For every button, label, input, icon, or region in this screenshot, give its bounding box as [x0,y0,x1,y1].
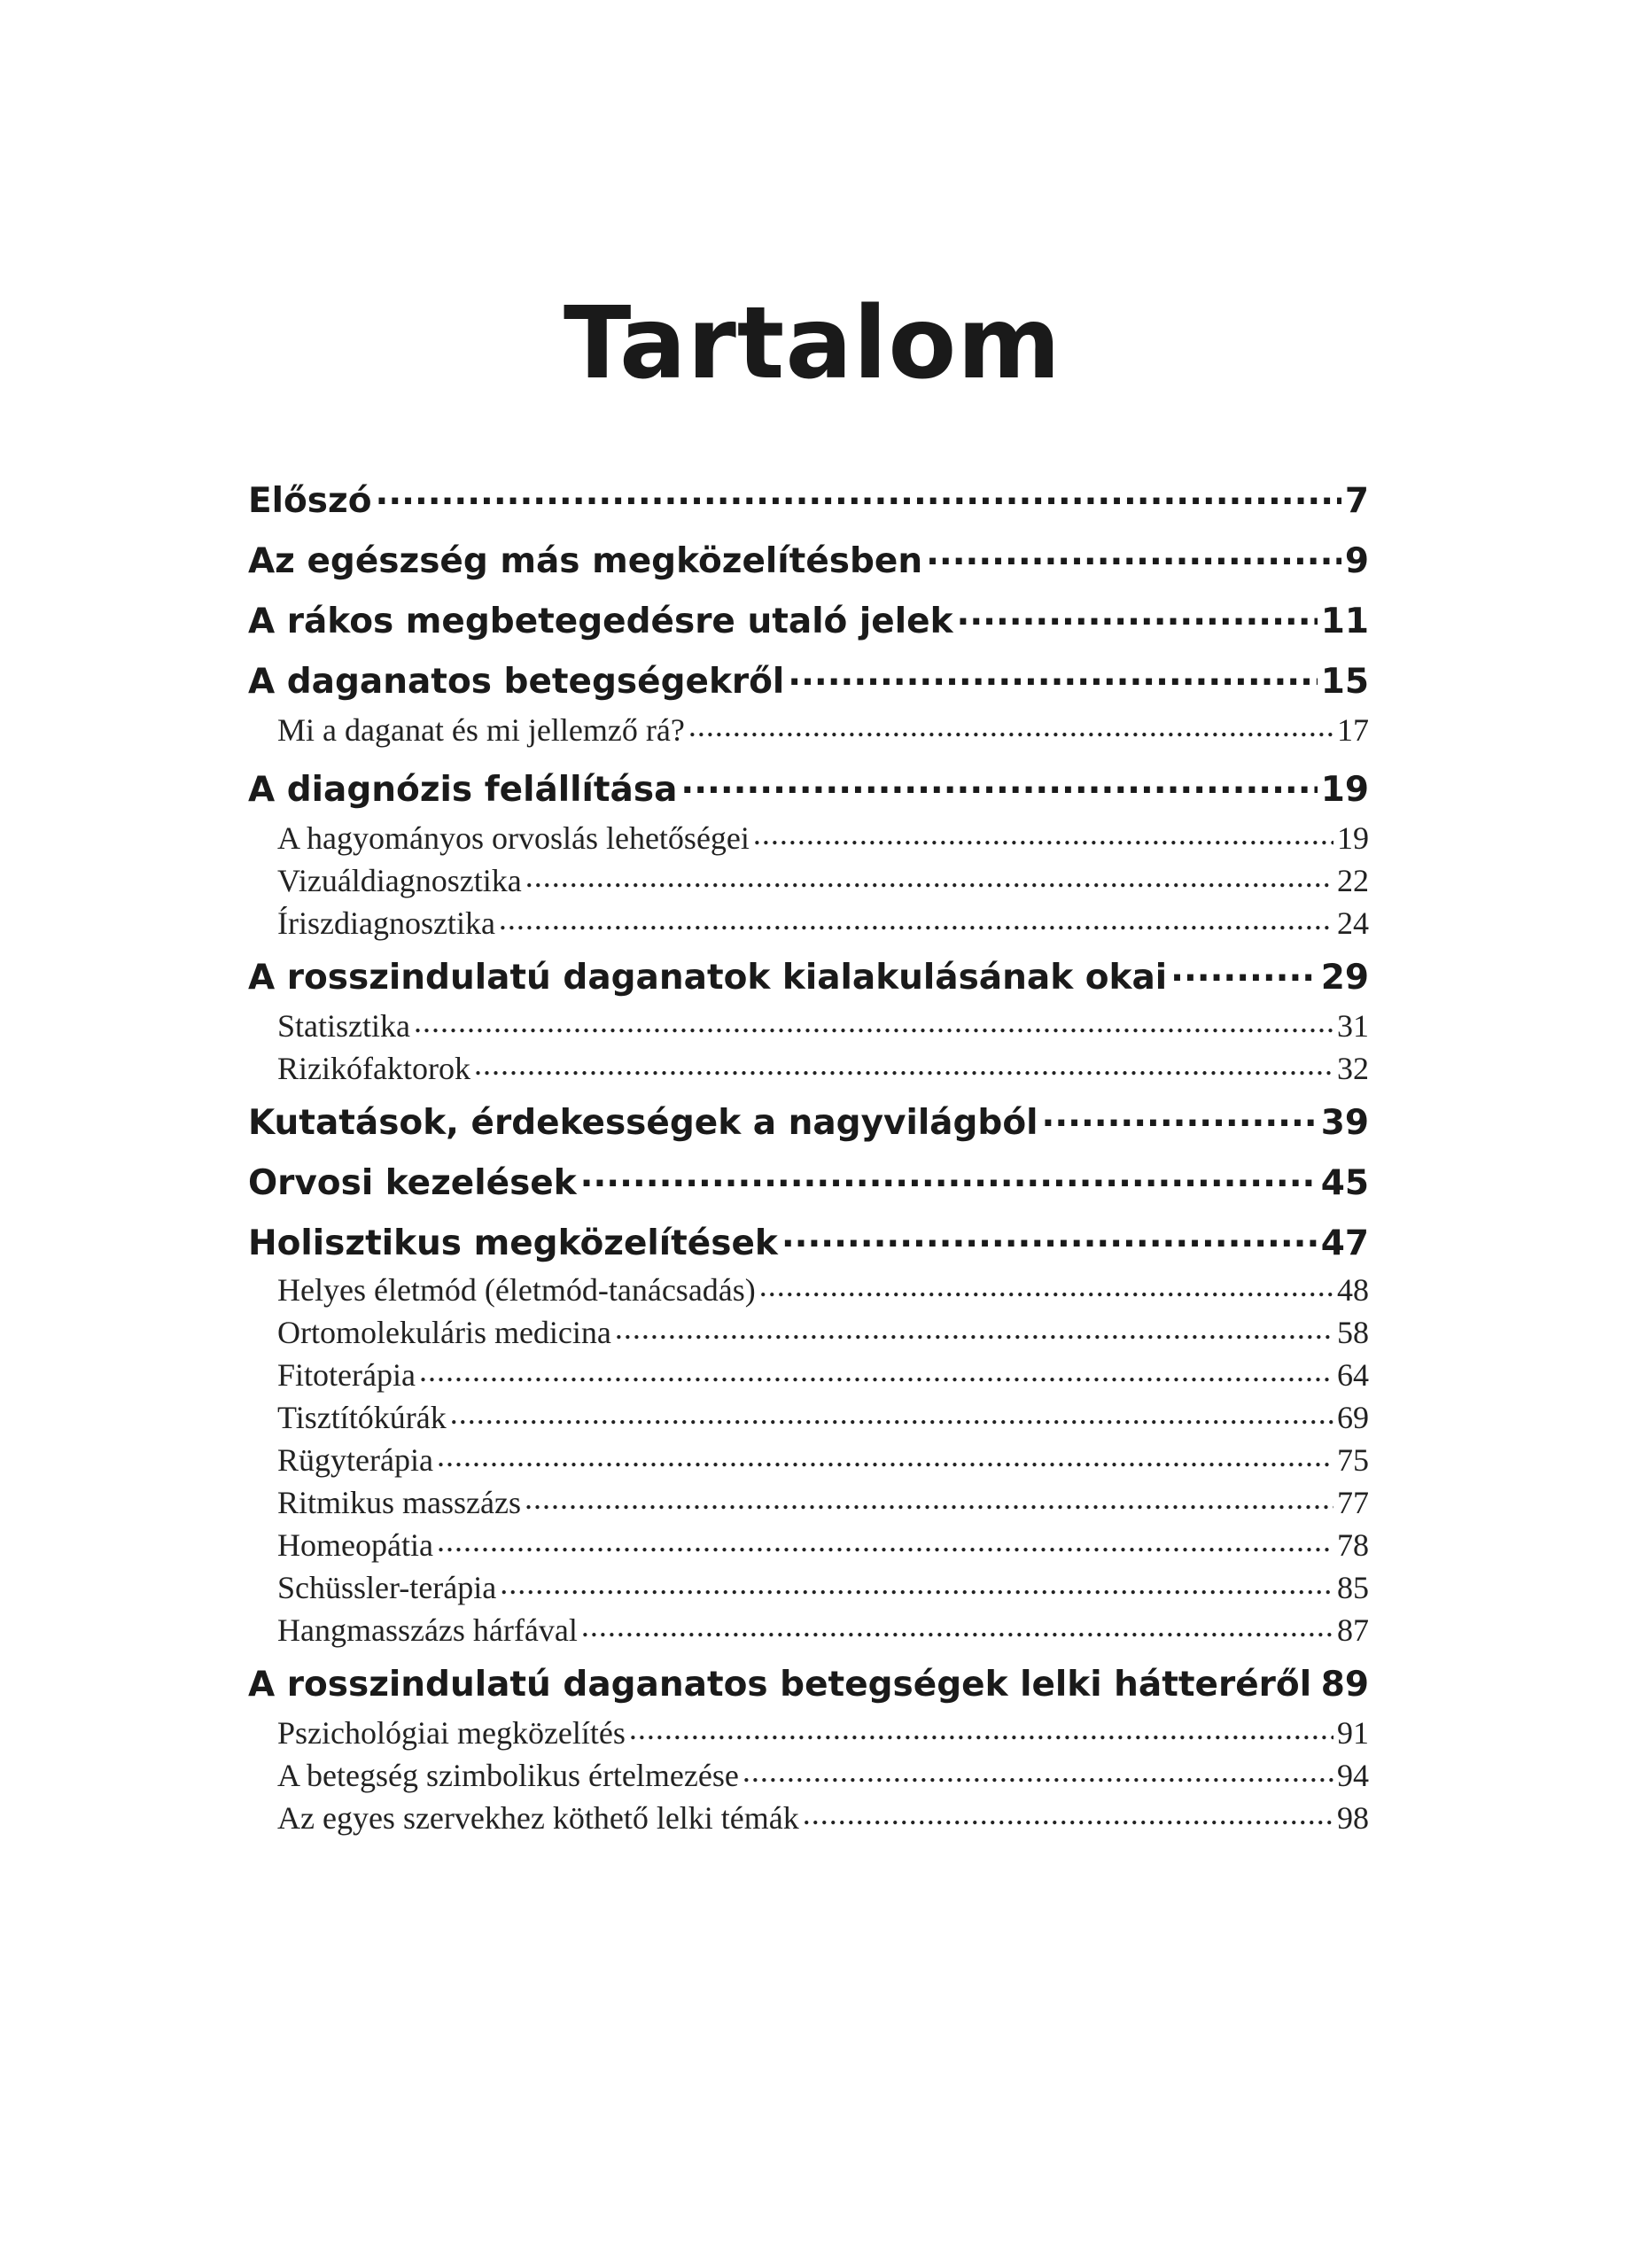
toc-entry-page: 48 [1337,1272,1369,1308]
toc-entry-page: 98 [1337,1800,1369,1836]
toc-entry-page: 85 [1337,1570,1369,1605]
dot-leader [759,1269,1333,1301]
toc-entry-label: Statisztika [277,1008,410,1044]
toc-entry-page: 31 [1337,1008,1369,1044]
toc-entry-label: Az egészség más megközelítésben [248,541,923,581]
toc-entry-page: 17 [1337,712,1369,748]
dot-leader [1170,954,1318,989]
toc-entry-page: 22 [1337,863,1369,898]
toc-entry-pszichologiai[interactable] [277,1712,1369,1754]
toc-entry-rugyterapia[interactable] [277,1439,1369,1481]
dot-leader [474,1047,1333,1079]
toc-entry-label: A diagnózis felállítása [248,770,678,810]
toc-entry-page: 87 [1337,1612,1369,1648]
toc-entry-helyes-eletmod[interactable] [277,1269,1369,1311]
toc-entry-kutatasok[interactable] [248,1099,1369,1148]
dot-leader [926,538,1341,572]
toc-entry-label: Homeopátia [277,1527,433,1563]
toc-entry-homeopatia[interactable] [277,1524,1369,1566]
toc-entry-eloszo[interactable] [248,477,1369,526]
toc-entry-holisztikus[interactable] [248,1219,1369,1269]
toc-entry-label: Fitoterápia [277,1357,416,1393]
toc-entry-label: Rügyterápia [277,1442,433,1478]
dot-leader [1315,1661,1318,1696]
dot-leader [437,1439,1333,1471]
toc-entry-label: Vizuáldiagnosztika [277,863,522,898]
toc-entry-daganatos-betegsegek[interactable] [248,657,1369,707]
dot-leader [581,1609,1333,1641]
toc-entry-label: A rosszindulatú daganatok kialakulásának okai [248,958,1168,998]
dot-leader [803,1797,1333,1829]
toc-entry-label: A hagyományos orvoslás lehetőségei [277,820,750,856]
toc-entry-iriszdiagnosztika[interactable] [277,902,1369,944]
toc-entry-page: 15 [1320,662,1369,702]
toc-entry-label: Tisztítókúrák [277,1400,447,1435]
dot-leader [753,817,1333,849]
toc-entry-label: Íriszdiagnosztika [277,905,495,941]
dot-leader [499,902,1333,934]
toc-entry-rakos-jelek[interactable] [248,597,1369,647]
toc-entry-label: Orvosi kezelések [248,1163,577,1203]
toc-entry-szervek-lelki-temak[interactable] [277,1797,1369,1839]
dot-leader [437,1524,1333,1556]
toc-entry-page: 94 [1337,1758,1369,1793]
toc-entry-page: 58 [1337,1315,1369,1350]
toc-entry-label: A daganatos betegségekről [248,662,785,702]
dot-leader [788,658,1317,693]
toc-entry-page: 77 [1337,1485,1369,1520]
toc-entry-label: Ortomolekuláris medicina [277,1315,611,1350]
toc-entry-label: A rákos megbetegedésre utaló jelek [248,602,953,641]
dot-leader [629,1712,1333,1744]
toc-entry-schussler[interactable] [277,1566,1369,1609]
dot-leader [680,766,1317,801]
dot-leader [1042,1099,1318,1134]
dot-leader [450,1396,1333,1428]
toc-entry-label: Kutatások, érdekességek a nagyvilágból [248,1103,1038,1143]
dot-leader [525,859,1333,891]
toc-entry-ritmikus-masszazs[interactable] [277,1481,1369,1524]
toc-entry-hagyomanyos-orvoslas[interactable] [277,817,1369,859]
toc-entry-szimbolikus[interactable] [277,1754,1369,1797]
toc-entry-page: 7 [1344,481,1369,521]
toc-entry-hangmasszazs[interactable] [277,1609,1369,1651]
dot-leader [615,1311,1333,1343]
toc-entry-page: 39 [1320,1103,1369,1143]
toc-entry-page: 89 [1320,1665,1369,1705]
toc-entry-page: 24 [1337,905,1369,941]
dot-leader [376,478,1341,512]
toc-entry-page: 47 [1320,1223,1369,1263]
toc-entry-mi-a-daganat[interactable] [277,709,1369,751]
toc-entry-fitoterapia[interactable] [277,1354,1369,1396]
toc-entry-diagnozis[interactable] [248,765,1369,815]
dot-leader [419,1354,1333,1386]
toc-entry-label: A betegség szimbolikus értelmezése [277,1758,739,1793]
toc-entry-label: Helyes életmód (életmód-tanácsadás) [277,1272,756,1308]
dot-leader [525,1481,1333,1513]
toc-entry-kialakulas-okai[interactable] [248,953,1369,1003]
dot-leader [743,1754,1333,1786]
toc-entry-page: 11 [1320,602,1369,641]
dot-leader [414,1005,1333,1037]
toc-entry-statisztika[interactable] [277,1005,1369,1047]
toc-entry-label: Előszó [248,481,372,521]
toc-entry-page: 75 [1337,1442,1369,1478]
toc-entry-label: Schüssler-terápia [277,1570,497,1605]
toc-entry-orvosi-kezelesek[interactable] [248,1159,1369,1208]
toc-entry-label: Holisztikus megközelítések [248,1223,778,1263]
toc-entry-ortomolekularis[interactable] [277,1311,1369,1354]
toc-entry-lelki-hatter[interactable] [248,1660,1369,1710]
toc-entry-label: Rizikófaktorok [277,1051,470,1086]
dot-leader [688,709,1333,741]
toc-entry-page: 69 [1337,1400,1369,1435]
toc-entry-page: 45 [1320,1163,1369,1203]
toc-entry-page: 9 [1344,541,1369,581]
toc-entry-label: Pszichológiai megközelítés [277,1715,626,1751]
dot-leader [500,1566,1333,1598]
toc-entry-label: Hangmasszázs hárfával [277,1612,578,1648]
toc-entry-label: Ritmikus masszázs [277,1485,521,1520]
page-title: Tartalom [564,286,1061,401]
toc-entry-page: 19 [1337,820,1369,856]
toc-entry-egeszseg[interactable] [248,537,1369,586]
toc-entry-label: Az egyes szervekhez köthető lelki témák [277,1800,799,1836]
toc-entry-tisztitokurak[interactable] [277,1396,1369,1439]
toc-entry-page: 32 [1337,1051,1369,1086]
toc-entry-label: A rosszindulatú daganatos betegségek lelki hátteréről [248,1665,1312,1705]
toc-entry-page: 19 [1320,770,1369,810]
dot-leader [580,1160,1318,1194]
dot-leader [781,1220,1318,1254]
toc-entry-page: 64 [1337,1357,1369,1393]
toc-entry-rizikofaktorok[interactable] [277,1047,1369,1090]
toc-entry-label: Mi a daganat és mi jellemző rá? [277,712,685,748]
dot-leader [957,598,1318,633]
toc-entry-page: 78 [1337,1527,1369,1563]
toc-entry-vizualdiagnosztika[interactable] [277,859,1369,902]
toc-entry-page: 29 [1320,958,1369,998]
toc-entry-page: 91 [1337,1715,1369,1751]
